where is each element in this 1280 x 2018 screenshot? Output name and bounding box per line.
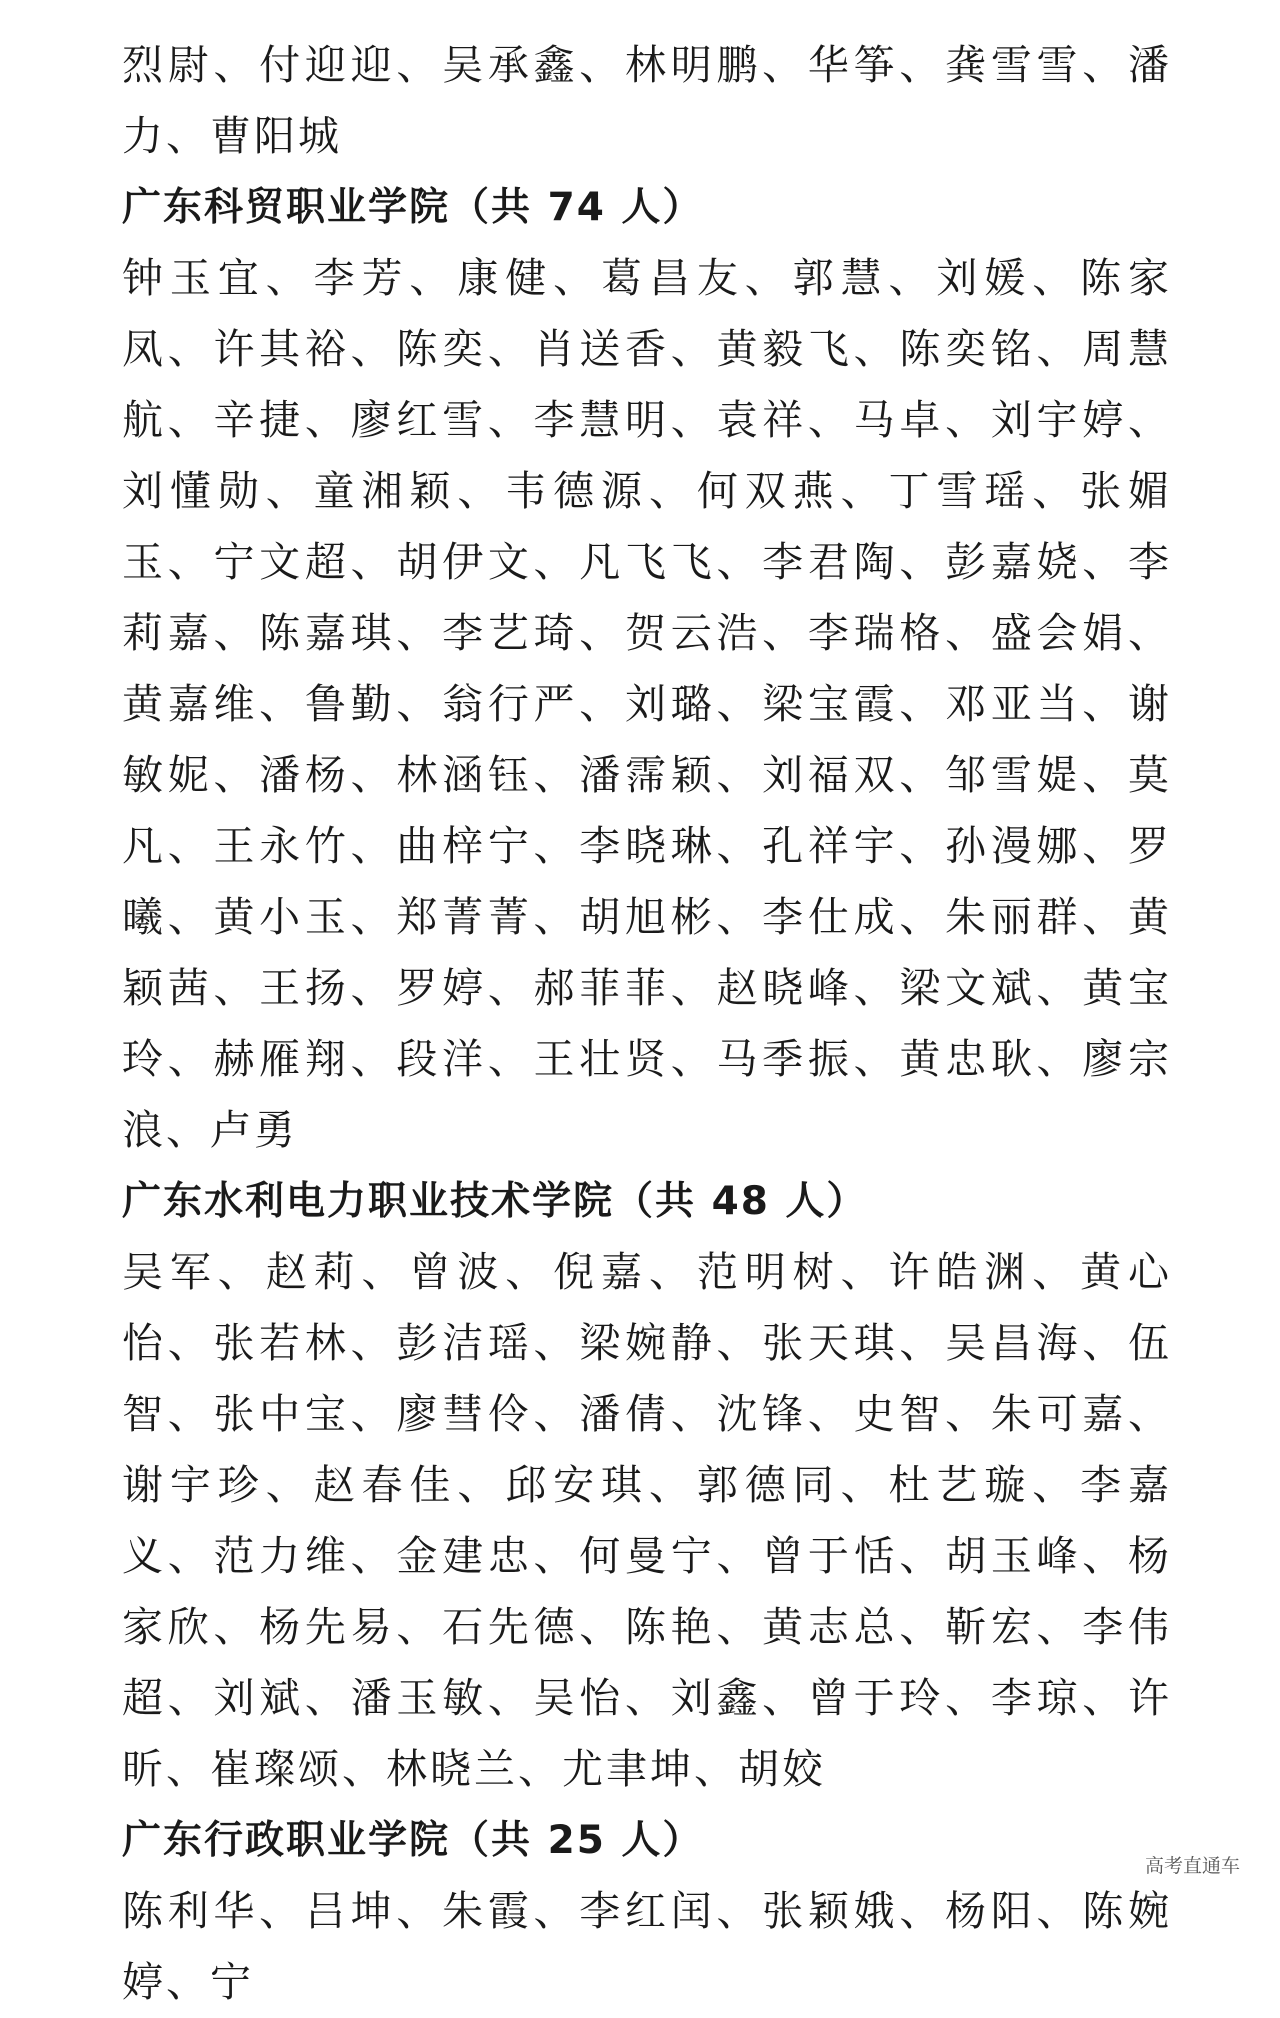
continued-name-list: 烈尉、付迎迎、吴承鑫、林明鹏、华筝、龚雪雪、潘力、曹阳城 [122, 41, 1172, 160]
watermark-text: 高考直通车 [1144, 1855, 1240, 1877]
name-list-keji: 钟玉宜、李芳、康健、葛昌友、郭慧、刘媛、陈家凤、许其裕、陈奕、肖送香、黄毅飞、陈奕铭、周慧航、辛捷、廖红雪、李慧明、袁祥、马卓、刘宇婷、刘懂勋、童湘颖、韦德源、何双燕、丁雪瑶、张媚玉、宁文超、胡伊文、凡飞飞、李君陶、彭嘉娆、李莉嘉、陈嘉琪、李艺琦、贺云浩、李瑞格、盛会娟、黄嘉维、鲁勤、翁行严、刘璐、梁宝霞、邓亚当、谢敏妮、潘杨、林涵钰、潘霈颖、刘福双、邹雪媞、莫凡、王永竹、曲梓宁、李晓琳、孔祥宇、孙漫娜、罗曦、黄小玉、郑菁菁、胡旭彬、李仕成、朱丽群、黄颖茜、王扬、罗婷、郝菲菲、赵晓峰、梁文斌、黄宝玲、赫雁翔、段洋、王壮贤、马季振、黄忠耿、廖宗浪、卢勇 [122, 254, 1172, 1154]
section-heading-shuili: 广东水利电力职业技术学院（共 48 人） [122, 1179, 868, 1224]
name-list-xingzheng: 陈利华、吕坤、朱霞、李红闰、张颖娥、杨阳、陈婉婷、宁 [122, 1887, 1172, 2006]
section-heading-keji: 广东科贸职业学院（共 74 人） [122, 185, 704, 230]
name-list-shuili: 吴军、赵莉、曾波、倪嘉、范明树、许皓渊、黄心怡、张若林、彭洁瑶、梁婉静、张天琪、吴昌海、伍智、张中宝、廖彗伶、潘倩、沈锋、史智、朱可嘉、谢宇珍、赵春佳、邱安琪、郭德同、杜艺璇、李嘉义、范力维、金建忠、何曼宁、曾于恬、胡玉峰、杨家欣、杨先易、石先德、陈艳、黄志总、靳宏、李伟超、刘斌、潘玉敏、吴怡、刘鑫、曾于玲、李琼、许昕、崔璨颂、林晓兰、尤聿坤、胡姣 [122, 1248, 1172, 1793]
section-heading-xingzheng: 广东行政职业学院（共 25 人） [122, 1818, 704, 1863]
document-page [122, 30, 1172, 2018]
